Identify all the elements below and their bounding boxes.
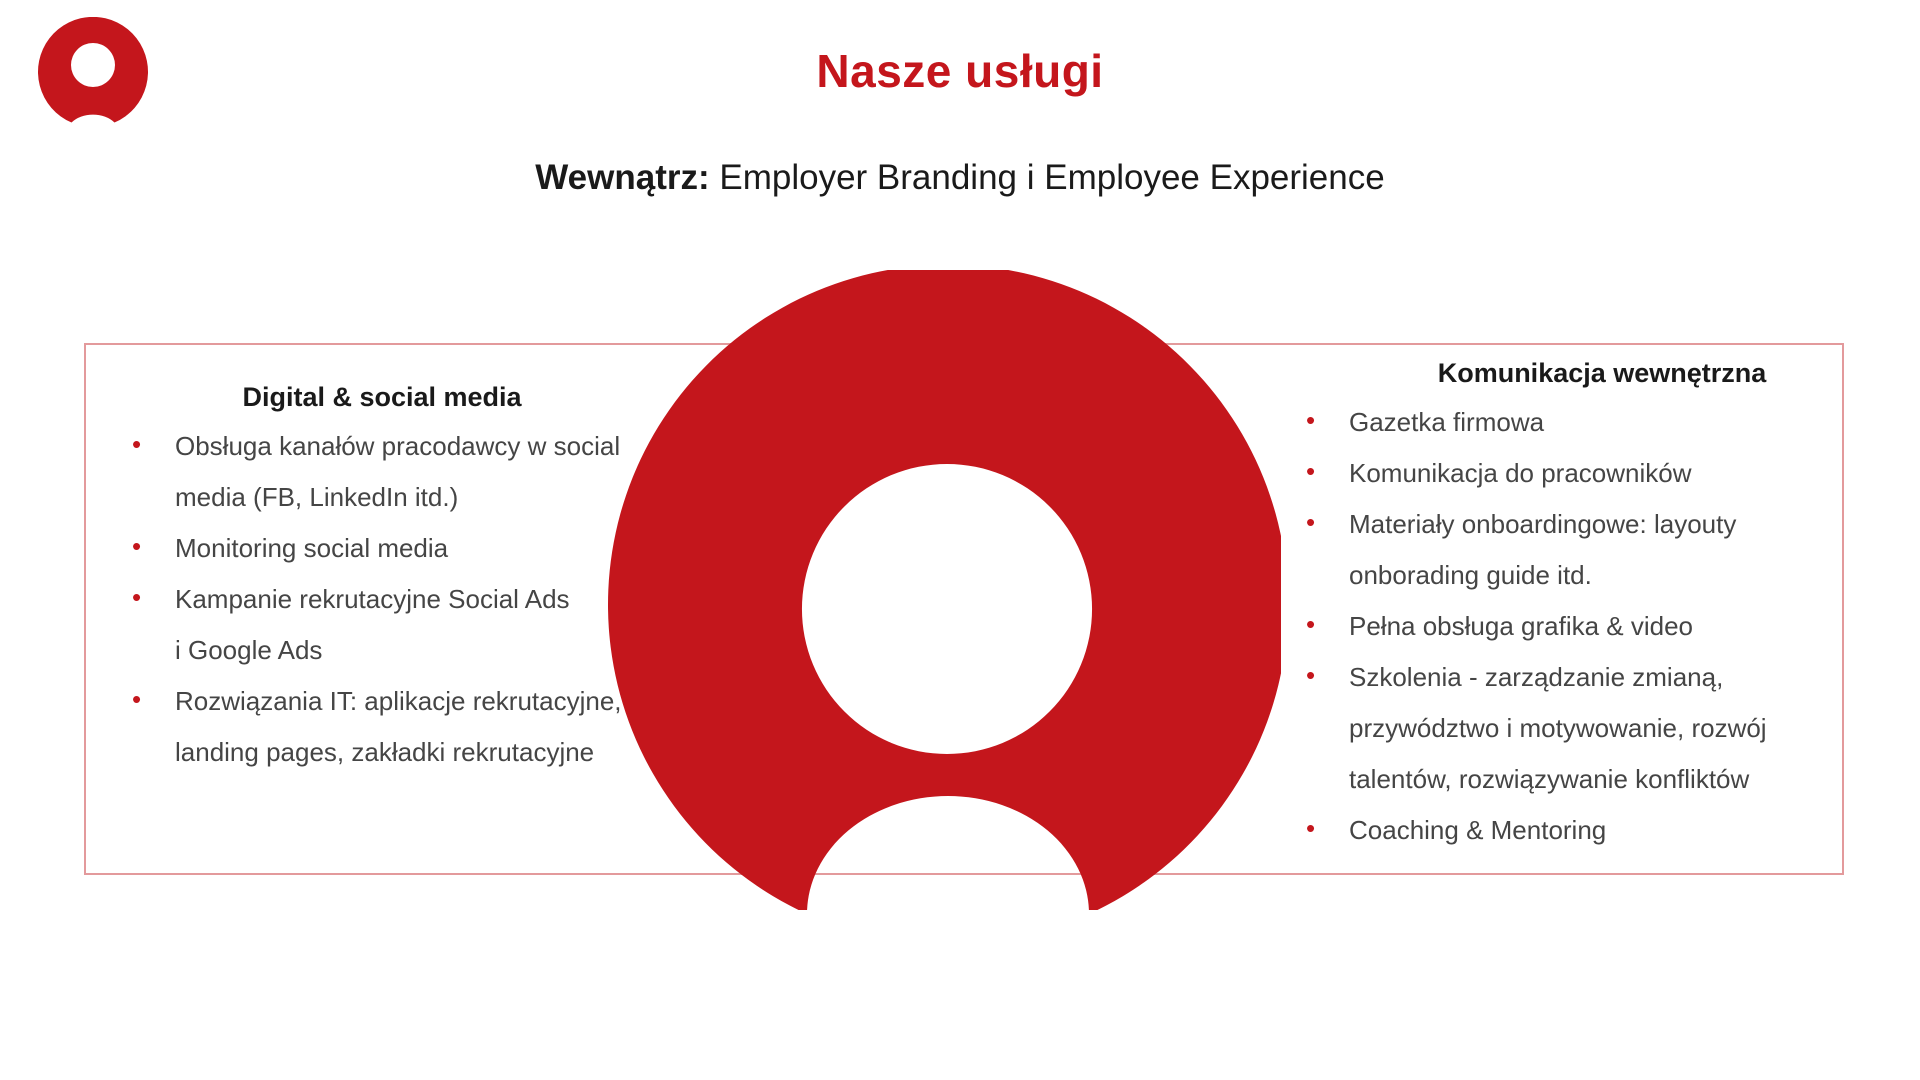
list-item (1302, 499, 1822, 601)
digital-social-media-column (128, 382, 648, 778)
list-item (128, 676, 648, 778)
bullet-icon: • (1306, 660, 1316, 690)
list-item (1302, 652, 1822, 805)
list-item-text: Materiały onboardingowe: layouty (1349, 509, 1737, 539)
page-title: Nasze usługi (816, 45, 1104, 97)
bullet-icon: • (132, 429, 142, 459)
list-item (128, 421, 648, 523)
digital-social-media-title: Digital & social media (242, 382, 522, 412)
list-item-text: Obsługa kanałów pracodawcy w social (175, 431, 621, 461)
list-item-text: onborading guide itd. (1349, 560, 1592, 590)
list-item-text: Monitoring social media (175, 533, 449, 563)
bullet-icon: • (1306, 813, 1316, 843)
bullet-icon: • (1306, 456, 1316, 486)
list-item (1302, 805, 1822, 856)
list-item-text: Gazetka firmowa (1349, 407, 1545, 437)
digital-services-list (128, 421, 648, 778)
red-ring-emblem-icon (601, 270, 1281, 910)
list-item (1302, 601, 1822, 652)
page-subtitle (0, 158, 1920, 198)
list-item-text: landing pages, zakładki rekrutacyjne (175, 737, 595, 767)
bullet-icon: • (132, 531, 142, 561)
list-item-text: talentów, rozwiązywanie konfliktów (1349, 764, 1750, 794)
bullet-icon: • (132, 582, 142, 612)
list-item-text: Rozwiązania IT: aplikacje rekrutacyjne, (175, 686, 622, 716)
list-item-text: przywództwo i motywowanie, rozwój (1349, 713, 1767, 743)
internal-communication-title: Komunikacja wewnętrzna (1437, 358, 1767, 388)
list-item-text: Pełna obsługa grafika & video (1349, 611, 1694, 641)
bullet-icon: • (1306, 609, 1316, 639)
list-item-text: media (FB, LinkedIn itd.) (175, 482, 459, 512)
bullet-icon: • (132, 684, 142, 714)
list-item (128, 574, 648, 676)
subtitle-bold: Wewnątrz: (535, 158, 710, 197)
list-item (1302, 448, 1822, 499)
list-item-text: Coaching & Mentoring (1349, 815, 1607, 845)
bullet-icon: • (1306, 405, 1316, 435)
list-item-text: i Google Ads (175, 635, 323, 665)
subtitle-rest: Employer Branding i Employee Experience (709, 158, 1385, 197)
communication-services-list (1302, 397, 1822, 856)
list-item (1302, 397, 1822, 448)
internal-communication-column (1302, 358, 1822, 856)
bullet-icon: • (1306, 507, 1316, 537)
list-item-text: Szkolenia - zarządzanie zmianą, (1349, 662, 1724, 692)
list-item-text: Komunikacja do pracowników (1349, 458, 1692, 488)
list-item (128, 523, 648, 574)
list-item-text: Kampanie rekrutacyjne Social Ads (175, 584, 570, 614)
